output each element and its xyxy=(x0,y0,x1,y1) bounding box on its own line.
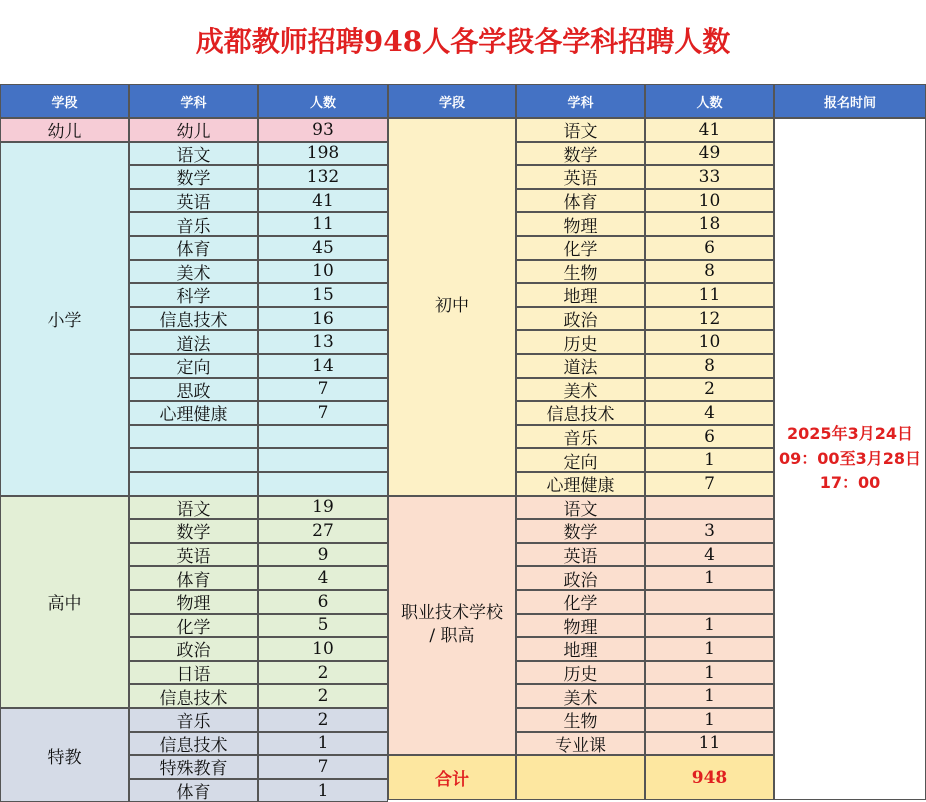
subject-cell: 信息技术 xyxy=(516,401,645,425)
subject-cell: 地理 xyxy=(516,283,645,307)
count-cell: 4 xyxy=(645,543,774,567)
subject-cell: 科学 xyxy=(129,283,258,307)
count-cell: 2 xyxy=(258,708,388,732)
stage-cell: 高中 xyxy=(0,496,129,708)
subject-cell: 音乐 xyxy=(129,708,258,732)
subject-cell: 数学 xyxy=(516,142,645,166)
count-cell: 16 xyxy=(258,307,388,331)
signup-time: 2025年3月24日09：00至3月28日17：00 xyxy=(774,118,926,800)
count-cell: 1 xyxy=(645,661,774,685)
subject-cell: 体育 xyxy=(129,779,258,802)
header-signup: 报名时间 xyxy=(774,84,926,118)
subject-cell: 道法 xyxy=(516,354,645,378)
count-cell: 7 xyxy=(258,401,388,425)
subject-cell: 生物 xyxy=(516,260,645,284)
total-count: 948 xyxy=(645,755,774,800)
count-cell: 132 xyxy=(258,165,388,189)
subject-cell: 定向 xyxy=(516,448,645,472)
subject-cell: 信息技术 xyxy=(129,732,258,756)
count-cell: 1 xyxy=(645,637,774,661)
count-cell: 93 xyxy=(258,118,388,142)
count-cell: 2 xyxy=(258,684,388,708)
subject-cell: 历史 xyxy=(516,330,645,354)
subject-cell: 数学 xyxy=(129,165,258,189)
count-cell: 11 xyxy=(258,212,388,236)
count-cell: 4 xyxy=(645,401,774,425)
subject-cell: 政治 xyxy=(129,637,258,661)
count-cell: 198 xyxy=(258,142,388,166)
count-cell: 8 xyxy=(645,260,774,284)
page-title: 成都教师招聘948人各学段各学科招聘人数 xyxy=(195,25,731,58)
subject-cell: 美术 xyxy=(516,378,645,402)
subject-cell: 特殊教育 xyxy=(129,755,258,779)
count-cell: 10 xyxy=(645,189,774,213)
subject-cell xyxy=(129,448,258,472)
count-cell: 3 xyxy=(645,519,774,543)
count-cell: 1 xyxy=(258,732,388,756)
count-cell: 6 xyxy=(645,425,774,449)
count-cell: 7 xyxy=(258,378,388,402)
subject-cell: 信息技术 xyxy=(129,307,258,331)
subject-cell: 化学 xyxy=(129,614,258,638)
count-cell: 4 xyxy=(258,566,388,590)
subject-cell: 化学 xyxy=(516,236,645,260)
total-label: 合计 xyxy=(388,755,516,800)
count-cell: 45 xyxy=(258,236,388,260)
subject-cell: 地理 xyxy=(516,637,645,661)
subject-cell: 英语 xyxy=(129,189,258,213)
count-cell: 10 xyxy=(258,637,388,661)
count-cell: 33 xyxy=(645,165,774,189)
subject-cell xyxy=(129,472,258,496)
stage-cell: 初中 xyxy=(388,118,516,496)
header-count2: 人数 xyxy=(645,84,774,118)
count-cell: 41 xyxy=(258,189,388,213)
subject-cell: 语文 xyxy=(516,496,645,520)
header-count: 人数 xyxy=(258,84,388,118)
count-cell: 11 xyxy=(645,732,774,756)
subject-cell: 数学 xyxy=(129,519,258,543)
header-subject2: 学科 xyxy=(516,84,645,118)
subject-cell: 政治 xyxy=(516,566,645,590)
subject-cell: 物理 xyxy=(516,212,645,236)
stage-cell: 职业技术学校 / 职高 xyxy=(388,496,516,756)
subject-cell: 美术 xyxy=(516,684,645,708)
count-cell xyxy=(258,448,388,472)
count-cell: 7 xyxy=(645,472,774,496)
subject-cell: 思政 xyxy=(129,378,258,402)
subject-cell: 日语 xyxy=(129,661,258,685)
subject-cell: 心理健康 xyxy=(516,472,645,496)
count-cell: 2 xyxy=(258,661,388,685)
subject-cell: 数学 xyxy=(516,519,645,543)
count-cell xyxy=(258,425,388,449)
subject-cell: 物理 xyxy=(129,590,258,614)
count-cell: 12 xyxy=(645,307,774,331)
subject-cell: 美术 xyxy=(129,260,258,284)
count-cell: 7 xyxy=(258,755,388,779)
subject-cell: 定向 xyxy=(129,354,258,378)
header-subject: 学科 xyxy=(129,84,258,118)
count-cell: 1 xyxy=(645,566,774,590)
subject-cell: 音乐 xyxy=(129,212,258,236)
subject-cell: 历史 xyxy=(516,661,645,685)
count-cell: 1 xyxy=(645,614,774,638)
count-cell: 6 xyxy=(645,236,774,260)
subject-cell: 化学 xyxy=(516,590,645,614)
subject-cell: 音乐 xyxy=(516,425,645,449)
subject-cell: 语文 xyxy=(129,496,258,520)
count-cell: 11 xyxy=(645,283,774,307)
count-cell: 9 xyxy=(258,543,388,567)
count-cell: 1 xyxy=(645,708,774,732)
count-cell xyxy=(258,472,388,496)
header-stage2: 学段 xyxy=(388,84,516,118)
count-cell: 8 xyxy=(645,354,774,378)
count-cell: 2 xyxy=(645,378,774,402)
subject-cell: 物理 xyxy=(516,614,645,638)
subject-cell: 体育 xyxy=(516,189,645,213)
total-subject xyxy=(516,755,645,800)
count-cell: 1 xyxy=(258,779,388,802)
subject-cell: 语文 xyxy=(516,118,645,142)
stage-cell: 小学 xyxy=(0,142,129,496)
subject-cell xyxy=(129,425,258,449)
count-cell xyxy=(645,496,774,520)
count-cell: 10 xyxy=(258,260,388,284)
header-stage: 学段 xyxy=(0,84,129,118)
subject-cell: 信息技术 xyxy=(129,684,258,708)
count-cell: 19 xyxy=(258,496,388,520)
count-cell: 1 xyxy=(645,684,774,708)
count-cell xyxy=(645,590,774,614)
count-cell: 10 xyxy=(645,330,774,354)
count-cell: 5 xyxy=(258,614,388,638)
subject-cell: 幼儿 xyxy=(129,118,258,142)
count-cell: 41 xyxy=(645,118,774,142)
subject-cell: 生物 xyxy=(516,708,645,732)
subject-cell: 语文 xyxy=(129,142,258,166)
subject-cell: 道法 xyxy=(129,330,258,354)
count-cell: 14 xyxy=(258,354,388,378)
count-cell: 15 xyxy=(258,283,388,307)
count-cell: 49 xyxy=(645,142,774,166)
stage-cell: 特教 xyxy=(0,708,129,802)
subject-cell: 政治 xyxy=(516,307,645,331)
count-cell: 18 xyxy=(645,212,774,236)
count-cell: 1 xyxy=(645,448,774,472)
subject-cell: 专业课 xyxy=(516,732,645,756)
count-cell: 6 xyxy=(258,590,388,614)
subject-cell: 心理健康 xyxy=(129,401,258,425)
count-cell: 27 xyxy=(258,519,388,543)
subject-cell: 体育 xyxy=(129,236,258,260)
subject-cell: 英语 xyxy=(516,165,645,189)
count-cell: 13 xyxy=(258,330,388,354)
subject-cell: 英语 xyxy=(129,543,258,567)
subject-cell: 体育 xyxy=(129,566,258,590)
subject-cell: 英语 xyxy=(516,543,645,567)
stage-cell: 幼儿 xyxy=(0,118,129,142)
